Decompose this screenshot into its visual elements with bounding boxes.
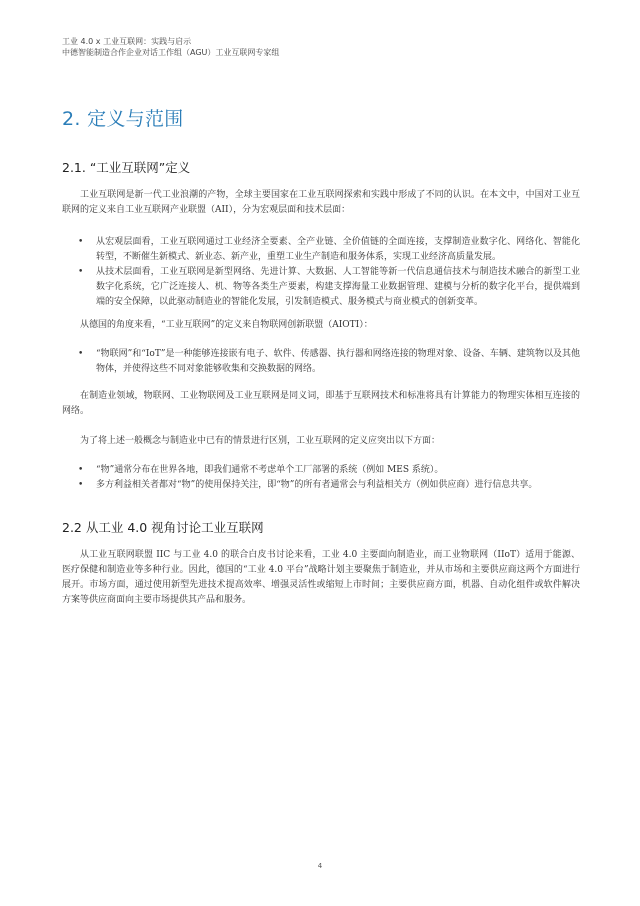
paragraph-2-1-4: 为了将上述一般概念与制造业中已有的情景进行区别，工业互联网的定义应突出以下方面： <box>80 436 441 446</box>
list-item-text: “物联网”和“IoT”是一种能够连接嵌有电子、软件、传感器、执行器和网络连接的物理对象、设备、车辆、建筑物以及其他物体，并使得这些不同对象能够收集和交换数据的网络。 <box>96 349 580 374</box>
subsection-2-1-title: 2.1. “工业互联网”定义 <box>62 160 191 175</box>
page-number: 4 <box>317 862 323 870</box>
list-item <box>62 347 580 377</box>
list-item-text: 从技术层面看，工业互联网是新型网络、先进计算、大数据、人工智能等新一代信息通信技术与制造技术融合的新型工业数字化系统，它广泛连接人、机、物等各类生产要素，构建支撑海量工业数据管理、建模与分析的数字化平台，提供端到端的安全保障，以此驱动制造业的智能化发展，引发制造模式、服务模式与商业模式的创新变革。 <box>96 267 580 307</box>
section-title: 2. 定义与范围 <box>62 108 184 130</box>
list-item-text: 多方利益相关者都对“物”的使用保持关注，即“物”的所有者通常会与利益相关方（例如供应商）进行信息共享。 <box>96 480 538 490</box>
header-line-2: 中德智能制造合作企业对话工作组（AGU）工业互联网专家组 <box>62 48 280 57</box>
running-header <box>62 36 279 58</box>
paragraph-2-1-1: 工业互联网是新一代工业浪潮的产物，全球主要国家在工业互联网探索和实践中形成了不同的认识。在本文中，中国对工业互联网的定义来自工业互联网产业联盟（AII），分为宏观层面和技术层面： <box>62 190 580 215</box>
bullet-list-3 <box>62 463 580 493</box>
list-item <box>62 265 580 310</box>
list-item-text: 从宏观层面看，工业互联网通过工业经济全要素、全产业链、全价值链的全面连接，支撑制造业数字化、网络化、智能化转型，不断催生新模式、新业态、新产业，重塑工业生产制造和服务体系，实现工业经济高质量发展。 <box>96 237 580 262</box>
list-item <box>62 478 580 493</box>
paragraph-2-1-3: 在制造业领域，物联网、工业物联网及工业互联网是同义词，即基于互联网技术和标准将具有计算能力的物理实体相互连接的网络。 <box>62 391 580 416</box>
bullet-icon: • <box>78 480 84 490</box>
paragraph-2-2-1: 从工业互联网联盟 IIC 与工业 4.0 的联合白皮书讨论来看，工业 4.0 主要面向制造业，而工业物联网（IIoT）适用于能源、医疗保健和制造业等多种行业。因此，德国的“工业 4.0 平台”战略计划主要聚焦于制造业，并从市场和主要供应商这两个方面进行展开。市场方面，通过使用新型先进技术提高效率、增强灵活性或缩短上市时间；主要供应商方面，机器、自动化组件或软件解决方案等供应商面向主要市场提供其产品和服务。 <box>62 550 580 605</box>
bullet-list-2 <box>62 347 580 377</box>
list-item <box>62 235 580 265</box>
header-line-1: 工业 4.0 x 工业互联网：实践与启示 <box>62 37 192 46</box>
bullet-icon: • <box>78 267 84 277</box>
bullet-icon: • <box>78 237 84 247</box>
paragraph-2-1-2: 从德国的角度来看，“工业互联网”的定义来自物联网创新联盟（AIOTI）： <box>80 320 373 330</box>
bullet-icon: • <box>78 349 84 359</box>
bullet-icon: • <box>78 465 84 475</box>
subsection-2-2-title: 2.2 从工业 4.0 视角讨论工业互联网 <box>62 520 264 535</box>
list-item <box>62 463 580 478</box>
bullet-list-1 <box>62 235 580 310</box>
list-item-text: “物”通常分布在世界各地，即我们通常不考虑单个工厂部署的系统（例如 MES 系统）。 <box>96 465 444 475</box>
